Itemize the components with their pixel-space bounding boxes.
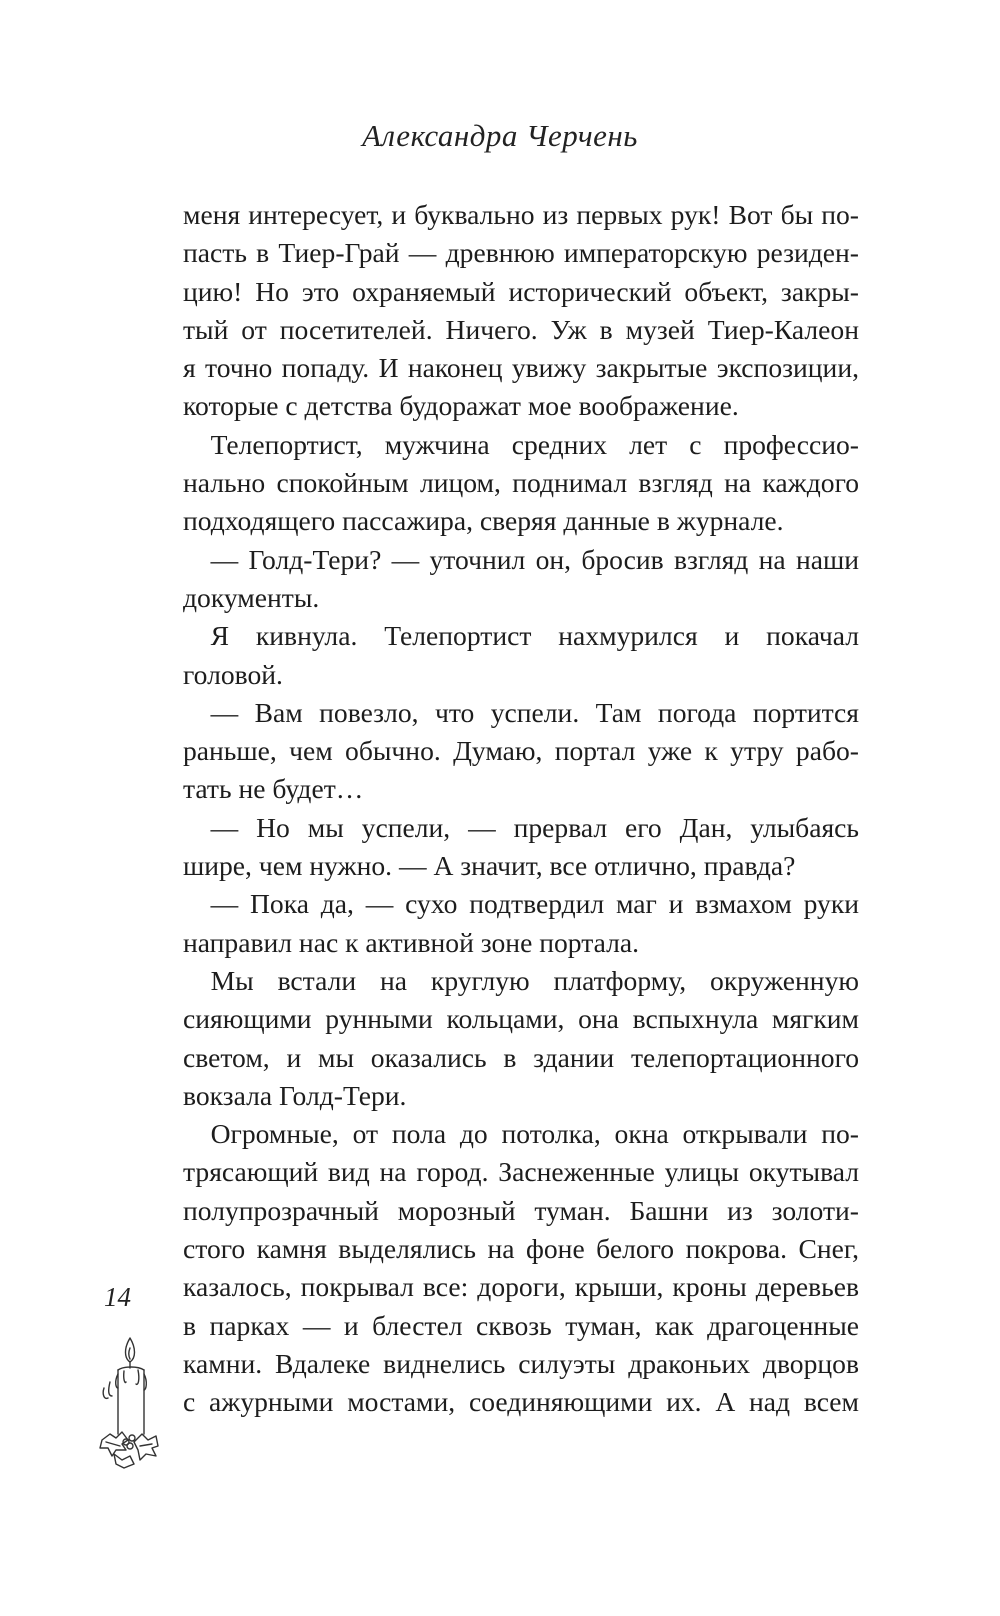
text-line: нально спокойным лицом, поднимал взгляд на каждого <box>183 467 859 499</box>
text-line: с ажурными мостами, соединяющими их. А над всем <box>183 1386 859 1418</box>
text-line: шире, чем нужно. — А значит, все отлично, правда? <box>183 850 796 882</box>
text-line: стого камня выделялись на фоне белого покрова. Снег, <box>183 1233 859 1265</box>
text-line: которые с детства будоражат мое воображение. <box>183 390 739 422</box>
text-line: в парках — и блестел сквозь туман, как драгоценные <box>183 1309 859 1341</box>
text-line: Телепортист, мужчина средних лет с профессио- <box>183 428 859 460</box>
text-line: казалось, покрывал все: дороги, крыши, кроны деревьев <box>183 1271 859 1303</box>
text-line: пасть в Тиер-Грай — древнюю императорскую резиден- <box>183 237 859 269</box>
text-line: светом, и мы оказались в здании телепортационного <box>183 1041 859 1073</box>
text-line: цию! Но это охраняемый исторический объект, закры- <box>183 275 859 307</box>
text-line: раньше, чем обычно. Думаю, портал уже к утру рабо- <box>183 735 859 767</box>
text-line: вокзала Голд-Тери. <box>183 1079 407 1111</box>
text-line: — Пока да, — сухо подтвердил маг и взмахом руки <box>183 888 859 920</box>
text-line: сияющими рунными кольцами, она вспыхнула мягким <box>183 1003 859 1035</box>
running-head: Александра Черчень <box>362 118 638 153</box>
text-line: Мы встали на круглую платформу, окруженную <box>183 964 859 996</box>
body-text <box>183 196 859 1422</box>
text-line: — Голд-Тери? — уточнил он, бросив взгляд на наши <box>183 543 859 575</box>
text-line: камни. Вдалеке виднелись силуэты драконьих дворцов <box>183 1347 859 1379</box>
text-line: тать не будет… <box>183 773 364 805</box>
page-number: 14 <box>104 1282 131 1312</box>
text-line: направил нас к активной зоне портала. <box>183 926 640 958</box>
text-line: меня интересует, и буквально из первых рук! Вот бы по- <box>183 199 859 230</box>
text-line: тый от посетителей. Ничего. Уж в музей Тиер-Калеон <box>183 313 859 345</box>
text-line: Огромные, от пола до потолка, окна открывали по- <box>183 1118 859 1150</box>
candle-holly-ornament-icon <box>94 1330 174 1470</box>
text-line: Я кивнула. Телепортист нахмурился и покачал <box>183 620 859 652</box>
text-line: документы. <box>183 581 320 613</box>
text-line: — Но мы успели, — прервал его Дан, улыбаясь <box>183 811 859 843</box>
text-line: я точно попаду. И наконец увижу закрытые экспозиции, <box>183 352 859 384</box>
text-line: полупрозрачный морозный туман. Башни из золоти- <box>183 1194 859 1226</box>
text-line: трясающий вид на город. Заснеженные улицы окутывал <box>183 1156 859 1188</box>
text-line: — Вам повезло, что успели. Там погода портится <box>183 696 859 728</box>
text-line: подходящего пассажира, сверяя данные в журнале. <box>183 505 784 537</box>
text-line: головой. <box>183 658 283 690</box>
